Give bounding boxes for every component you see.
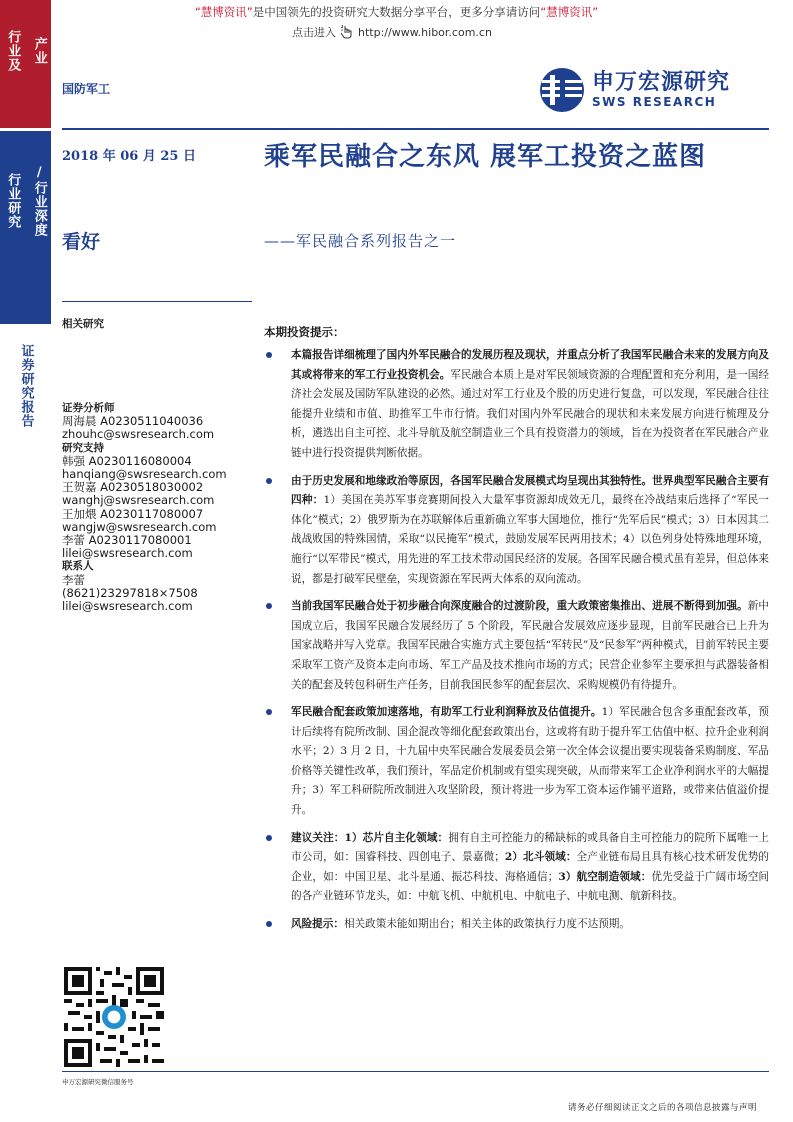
- highlight-body: 1）美国在美苏军事竞赛期间投入大量军事资源却成效无几，最终在冷战结束后选择了“军民一体化”模式；2）俄罗斯为在苏联解体后重新确立军事大国地位，推行“先军后民”模式；3）日本因其二战战败国的特殊国情，采取“以民掩军”模式，鼓励发展军民两用技术；4）以色列身处特殊地理环境，施行“以军带民”模式，用先进的军工技术带动国民经济的发展。各国军民融合模式虽有差异，但总体来说，都是打破军民壁垒，实现资源在军民两大体系的双向流动。: [291, 494, 769, 585]
- highlights-list: [264, 346, 769, 943]
- investment-rating: 看好: [62, 231, 101, 253]
- report-subtitle: ——军民融合系列报告之一: [264, 232, 457, 250]
- banner-link-prefix: 点击进入: [292, 26, 336, 39]
- highlight-body-3: 优先受益于广阔市场空间的各产业链环节龙头，如：中航飞机、中航机电、中航电子、中航电测、航新科技。: [291, 870, 769, 903]
- highlight-body: 新中国成立后，我国军民融合发展经历了 5 个阶段，军民融合发展效应逐步显现，目前军民融合已上升为国家战略并写入党章。我国军民融合实施方式主要包括“军转民”及“民参军”两种模式，目前军转民主要采取军工资产及资本走向市场、军工产品及技术推向市场的方式；民营企业参军主要承担与武器装备相关的配套及转包科研生产任务，目前我国民参军的配套层次、采购规模仍有待提升。: [291, 600, 769, 691]
- analyst-name-id: 周海晨 A0230511040036: [62, 414, 204, 429]
- analyst-contacts: [62, 402, 252, 613]
- highlight-lead: 本篇报告详细梳理了国内外军民融合的发展历程及现状，并重点分析了我国军民融合未来的发展方向及其或将带来的军工行业投资机会。: [291, 349, 769, 381]
- report-date: 2018 年 06 月 25 日: [62, 149, 196, 164]
- highlight-lead-3: 3）航空制造领域：: [558, 870, 652, 883]
- highlight-lead: 风险提示：: [291, 918, 344, 931]
- highlight-body-2: 全产业链布局且具有核心技术研发优势的企业，如：中国卫星、北斗星通、振芯科技、海格通信；: [291, 851, 770, 883]
- highlight-lead: 当前我国军民融合处于初步融合向深度融合的过渡阶段，重大政策密集推出、进展不断得到加强。: [291, 600, 748, 613]
- highlight-item: [264, 703, 769, 821]
- wechat-qr-code-icon: [64, 967, 164, 1067]
- bullet-dot-icon: [266, 352, 272, 358]
- highlight-item: [264, 829, 769, 907]
- bullet-dot-icon: [266, 478, 272, 484]
- contact-name: 李蕾: [62, 572, 85, 587]
- sidebar-securities-label: 证券研究报告: [18, 344, 34, 428]
- bullet-dot-icon: [266, 921, 272, 927]
- support-name-id: 王加煨 A0230117080007: [62, 506, 204, 521]
- highlight-lead: 军民融合配套政策加速落地，有助军工行业利润释放及估值提升。: [291, 706, 602, 719]
- support-email[interactable]: hanqiang@swsresearch.com: [62, 467, 227, 482]
- highlight-item: [264, 915, 769, 935]
- banner-brand[interactable]: “慧博资讯”: [194, 5, 253, 19]
- banner-brand-2[interactable]: “慧博资讯”: [540, 5, 599, 19]
- company-logo: [538, 66, 730, 114]
- analyst-heading: 证券分析师: [62, 402, 115, 414]
- logo-name-cn: 申万宏源研究: [592, 70, 731, 95]
- footer-divider: [62, 1071, 769, 1072]
- bullet-dot-icon: [266, 835, 272, 841]
- highlight-body: 拥有自主可控能力的稀缺标的或具备自主可控能力的院所下属唯一上市公司，如：国睿科技、四创电子、景嘉微；: [291, 831, 769, 864]
- qr-caption: 申万宏源研究微信服务号: [62, 1078, 134, 1086]
- top-banner: [0, 4, 793, 20]
- logo-name-en: SWS RESEARCH: [592, 95, 717, 109]
- highlight-body: 1）军民融合包含多重配套改革，预计后续将有院所改制、国企混改等细化配套政策出台，这或将有助于提升军工估值中枢、拉升企业利润水平；2）3 月 2 日，十九届中央军民融合发展委员会第一次全体会议提出要实现装备采购制度、军品价格等关键性改革，我们预计，军品定价机制或有望实现突破，从而带来军工企业净利润水平的大幅提升；3）军工科研院所改制进入攻坚阶段，预计将进一步为军工资本运作铺平道路，或带来估值溢价提升。: [291, 706, 769, 817]
- sidebar-industry-label-2: 产业: [31, 37, 47, 65]
- support-email[interactable]: wangjw@swsresearch.com: [62, 519, 217, 534]
- highlight-body: 相关政策未能如期出台；相关主体的政策执行力度不达预期。: [343, 918, 630, 931]
- related-research-heading: 相关研究: [62, 318, 104, 330]
- highlight-body: 军民融合本质上是对军民领域资源的合理配置和充分利用，是一国经济社会发展及国防军队建设的必然。通过对军工行业及个股的历史进行复盘，可以发现，军民融合往往能提升业绩和市值、助推军工牛市行情。我们对国内外军民融合的现状和未来发展方向进行梳理及分析，遴选出自主可控、北斗导航及航空制造业三个具有投资潜力的领域，旨在为投资者在军民融合产业链中进行投资提供判断依据。: [291, 368, 769, 459]
- contact-email[interactable]: lilei@swsresearch.com: [62, 599, 193, 614]
- highlight-lead: 由于历史发展和地缘政治等原因，各国军民融合发展模式均呈现出其独特性。世界典型军民融合主要有四种：: [291, 474, 769, 507]
- highlight-item: [264, 597, 769, 695]
- footer-disclaimer: 请务必仔细阅读正文之后的各项信息披露与声明: [567, 1103, 757, 1113]
- bullet-dot-icon: [266, 603, 272, 609]
- sidebar-report-type: [0, 131, 51, 324]
- sidebar-industry-label-1: 行业及: [5, 30, 21, 72]
- left-divider: [62, 301, 252, 302]
- support-name-id: 王贺嘉 A0230518030002: [62, 480, 204, 495]
- highlights-title: 本期投资提示：: [264, 325, 345, 339]
- highlight-item: [264, 346, 769, 464]
- highlight-item: [264, 472, 769, 590]
- sws-logo-icon: [538, 66, 586, 114]
- bullet-dot-icon: [266, 709, 272, 715]
- contact-phone: (8621)23297818×7508: [62, 585, 198, 600]
- analyst-email[interactable]: zhouhc@swsresearch.com: [62, 427, 215, 442]
- banner-url[interactable]: http://www.hibor.com.cn: [358, 25, 492, 39]
- industry-category: 国防军工: [62, 82, 111, 96]
- support-heading: 研究支持: [62, 441, 104, 454]
- sidebar-securities-report: [0, 334, 51, 454]
- banner-text: 是中国领先的投资研究大数据分享平台，更多分享请访问: [252, 5, 541, 19]
- report-title: 乘军民融合之东风 展军工投资之蓝图: [264, 142, 707, 172]
- sidebar-report-type-label-1: 行业研究: [5, 173, 21, 229]
- contact-heading: 联系人: [62, 560, 94, 573]
- banner-link-row: [292, 24, 492, 40]
- support-email[interactable]: lilei@swsresearch.com: [62, 546, 193, 561]
- header-divider: [62, 128, 769, 130]
- sidebar-report-type-label-2: /行业深度: [31, 165, 47, 237]
- highlight-lead: 建议关注：1）芯片自主化领域：: [291, 831, 449, 844]
- highlight-lead-2: 2）北斗领域：: [504, 851, 577, 864]
- support-name-id: 李蕾 A0230117080001: [62, 533, 192, 548]
- support-email[interactable]: wanghj@swsresearch.com: [62, 493, 215, 508]
- hand-cursor-icon: [340, 25, 354, 39]
- sidebar-industry: [0, 0, 51, 128]
- support-name-id: 韩强 A0230116080004: [62, 453, 192, 468]
